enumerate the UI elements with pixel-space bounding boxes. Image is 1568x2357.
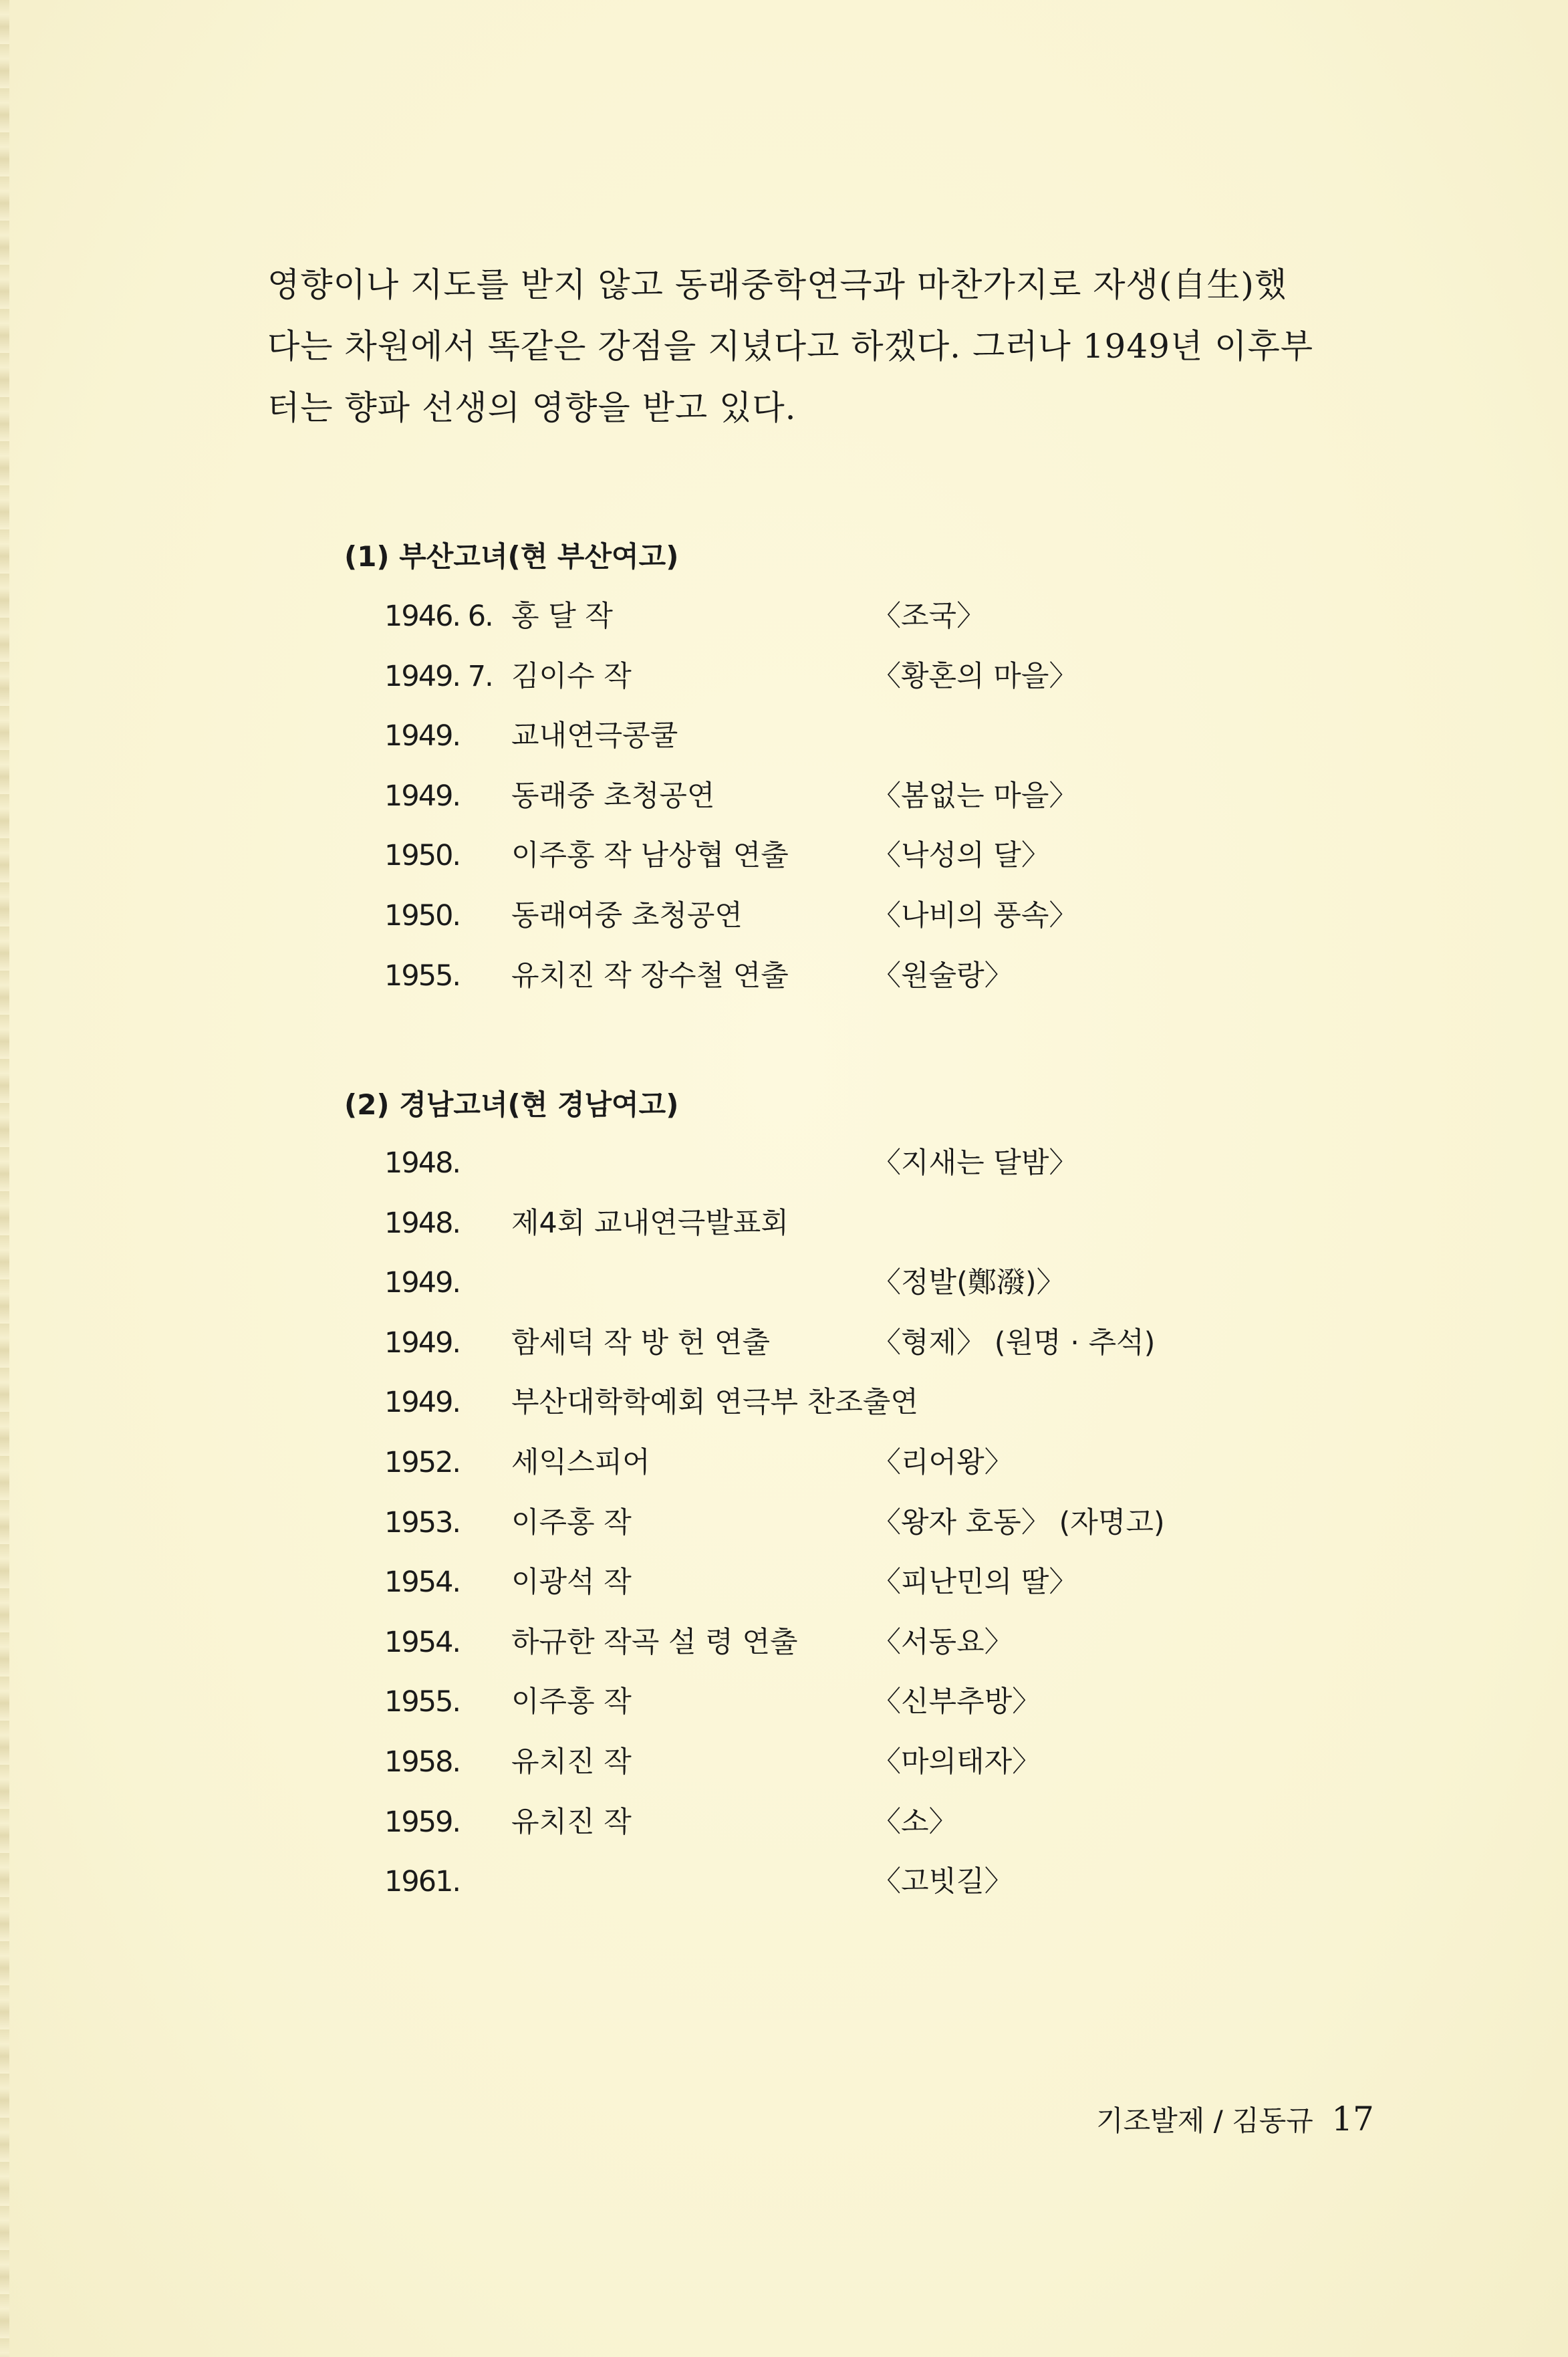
entry-year: 1949. xyxy=(384,719,461,753)
section-heading-busan: (1) 부산고녀(현 부산여고) xyxy=(344,540,679,573)
entry-year: 1949. xyxy=(384,1326,461,1360)
list-item xyxy=(384,1622,1387,1683)
entry-title: 〈서동요〉 xyxy=(872,1625,1013,1659)
list-item xyxy=(384,1263,1387,1323)
list-item xyxy=(384,956,1387,1016)
entry-year: 1952. xyxy=(384,1445,461,1479)
list-item xyxy=(384,896,1387,956)
entry-title: 〈정발(鄭潑)〉 xyxy=(872,1266,1065,1300)
list-item xyxy=(384,716,1387,776)
entry-year: 1961. xyxy=(384,1865,461,1899)
entry-year: 1955. xyxy=(384,1685,461,1719)
entry-year: 1949. xyxy=(384,1386,461,1420)
entry-description: 동래여중 초청공연 xyxy=(511,898,743,933)
list-item xyxy=(384,1203,1387,1263)
entry-year: 1958. xyxy=(384,1745,461,1779)
entry-year: 1950. xyxy=(384,839,461,873)
entry-year: 1949. xyxy=(384,779,461,813)
entry-title: 〈지새는 달밤〉 xyxy=(872,1146,1078,1180)
entry-description: 유치진 작 xyxy=(511,1745,632,1779)
entry-description: 하규한 작곡 설 령 연출 xyxy=(511,1625,798,1659)
page-footer xyxy=(1096,2099,1374,2139)
entry-title: 〈리어왕〉 xyxy=(872,1445,1013,1479)
intro-line: 터는 향파 선생의 영향을 받고 있다. xyxy=(267,388,797,427)
entry-year: 1946. 6. xyxy=(384,600,493,633)
list-item xyxy=(384,1682,1387,1742)
list-item xyxy=(384,1443,1387,1503)
intro-line: 영향이나 지도를 받지 않고 동래중학연극과 마찬가지로 자생(自生)했 xyxy=(267,265,1288,304)
entry-year: 1948. xyxy=(384,1146,461,1180)
entry-title: 〈원술랑〉 xyxy=(872,959,1013,993)
list-item xyxy=(384,776,1387,836)
entry-description: 이주홍 작 xyxy=(511,1505,632,1539)
entry-title: 〈소〉 xyxy=(872,1805,958,1839)
entry-year: 1955. xyxy=(384,959,461,993)
entry-year: 1949. 7. xyxy=(384,659,493,693)
list-item xyxy=(384,1143,1387,1203)
entry-list-busan xyxy=(384,596,1387,1015)
entry-year: 1948. xyxy=(384,1206,461,1240)
entry-title: 〈피난민의 딸〉 xyxy=(872,1566,1078,1600)
entry-description: 부산대학학예회 연극부 찬조출연 xyxy=(511,1386,918,1420)
section-heading-gyeongnam: (2) 경남고녀(현 경남여고) xyxy=(344,1088,679,1121)
entry-title: 〈형제〉 (원명 · 추석) xyxy=(872,1326,1156,1360)
entry-description: 김이수 작 xyxy=(511,659,632,693)
entry-description: 이광석 작 xyxy=(511,1566,632,1600)
entry-year: 1959. xyxy=(384,1805,461,1839)
entry-year: 1950. xyxy=(384,898,461,933)
list-item xyxy=(384,1862,1387,1922)
entry-title: 〈나비의 풍속〉 xyxy=(872,898,1078,933)
list-item xyxy=(384,1323,1387,1383)
entry-description: 함세덕 작 방 헌 연출 xyxy=(511,1326,770,1360)
entry-title: 〈조국〉 xyxy=(872,600,986,633)
intro-line: 다는 차원에서 똑같은 강점을 지녔다고 하겠다. 그러나 1949년 이후부 xyxy=(267,327,1314,366)
entry-year: 1954. xyxy=(384,1625,461,1659)
entry-title: 〈마의태자〉 xyxy=(872,1745,1041,1779)
entry-description: 동래중 초청공연 xyxy=(511,779,715,813)
list-item xyxy=(384,1802,1387,1862)
entry-description: 유치진 작 xyxy=(511,1805,632,1839)
entry-title: 〈낙성의 달〉 xyxy=(872,839,1050,873)
entry-title: 〈고빗길〉 xyxy=(872,1865,1013,1899)
intro-paragraph xyxy=(267,254,1397,439)
entry-description: 교내연극콩쿨 xyxy=(511,719,678,753)
footer-label: 기조발제 / 김동규 xyxy=(1096,2104,1313,2137)
entry-description: 이주홍 작 남상협 연출 xyxy=(511,839,789,873)
entry-year: 1954. xyxy=(384,1566,461,1600)
entry-title: 〈황혼의 마을〉 xyxy=(872,659,1078,693)
list-item xyxy=(384,596,1387,656)
list-item xyxy=(384,656,1387,717)
entry-title: 〈왕자 호동〉 (자명고) xyxy=(872,1505,1165,1539)
list-item xyxy=(384,1382,1387,1443)
entry-title: 〈봄없는 마을〉 xyxy=(872,779,1078,813)
entry-description: 유치진 작 장수철 연출 xyxy=(511,959,789,993)
list-item xyxy=(384,1503,1387,1563)
entry-description: 제4회 교내연극발표회 xyxy=(511,1206,789,1240)
entry-description: 세익스피어 xyxy=(511,1445,650,1479)
entry-description: 이주홍 작 xyxy=(511,1685,632,1719)
list-item xyxy=(384,1742,1387,1802)
page-number: 17 xyxy=(1331,2100,1374,2138)
page-edge xyxy=(0,0,9,2357)
entry-year: 1953. xyxy=(384,1505,461,1539)
list-item xyxy=(384,1562,1387,1622)
entry-description: 홍 달 작 xyxy=(511,600,613,633)
list-item xyxy=(384,836,1387,896)
entry-list-gyeongnam xyxy=(384,1143,1387,1922)
entry-title: 〈신부추방〉 xyxy=(872,1685,1041,1719)
entry-year: 1949. xyxy=(384,1266,461,1300)
